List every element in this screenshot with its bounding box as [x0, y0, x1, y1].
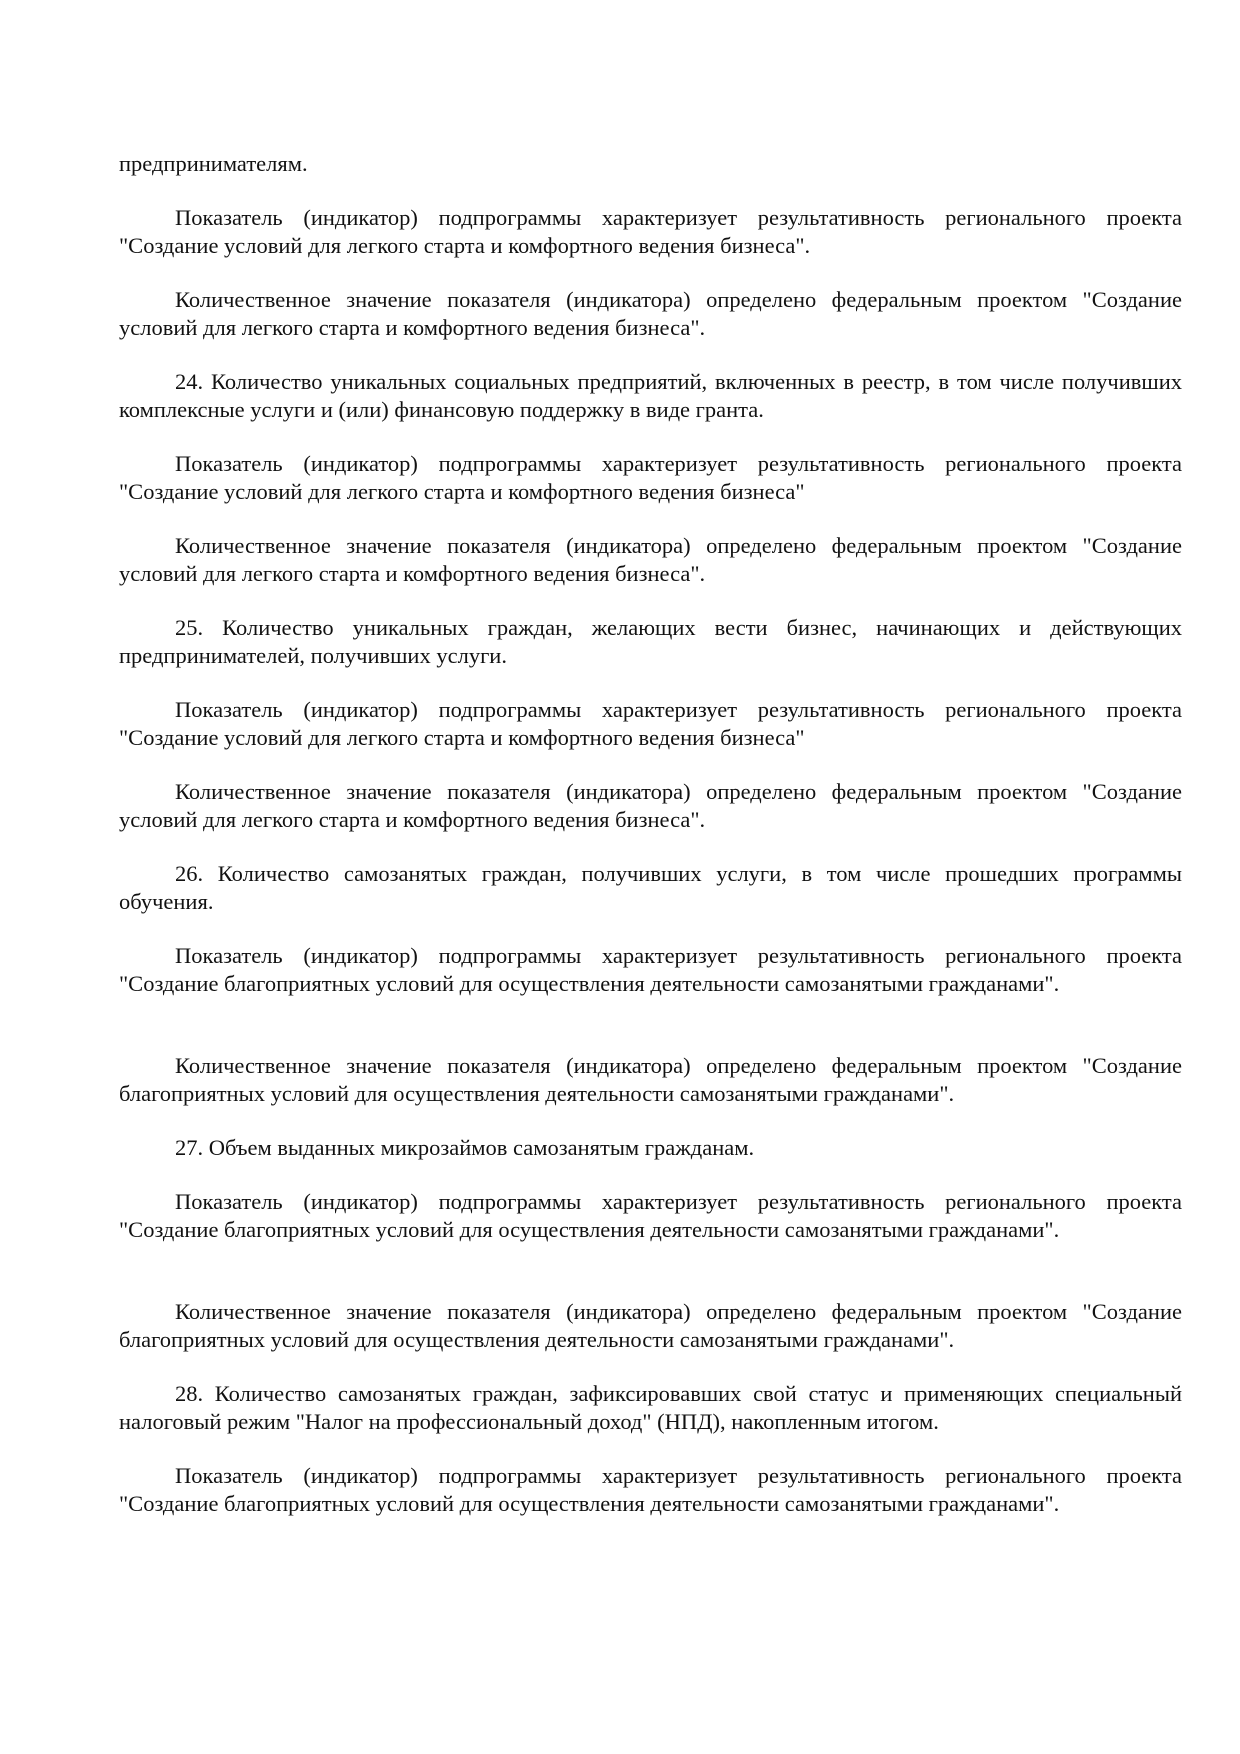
paragraph-continuation: предпринимателям.	[119, 151, 308, 176]
paragraph-indicator-description: Показатель (индикатор) подпрограммы характеризует результативность регионального проекта "Создание условий для легкого старта и комфортного ведения бизнеса"	[119, 697, 1182, 750]
paragraph-quantity-definition: Количественное значение показателя (индикатора) определено федеральным проектом "Создание условий для легкого старта и комфортного ведения бизнеса".	[119, 779, 1182, 832]
paragraph-item-26: 26. Количество самозанятых граждан, получивших услуги, в том числе прошедших программы обучения.	[119, 861, 1182, 914]
paragraph-indicator-description: Показатель (индикатор) подпрограммы характеризует результативность регионального проекта "Создание условий для легкого старта и комфортного ведения бизнеса"	[119, 451, 1182, 504]
paragraph-indicator-description: Показатель (индикатор) подпрограммы характеризует результативность регионального проекта "Создание условий для легкого старта и комфортного ведения бизнеса".	[119, 205, 1182, 258]
paragraph-item-25: 25. Количество уникальных граждан, желающих вести бизнес, начинающих и действующих предпринимателей, получивших услуги.	[119, 615, 1182, 668]
paragraph-item-24: 24. Количество уникальных социальных предприятий, включенных в реестр, в том числе получивших комплексные услуги и (или) финансовую поддержку в виде гранта.	[119, 369, 1182, 422]
paragraph-item-28: 28. Количество самозанятых граждан, зафиксировавших свой статус и применяющих специальный налоговый режим "Налог на профессиональный доход" (НПД), накопленным итогом.	[119, 1381, 1182, 1434]
document-page	[119, 0, 1182, 1754]
paragraph-indicator-description: Показатель (индикатор) подпрограммы характеризует результативность регионального проекта "Создание благоприятных условий для осуществления деятельности самозанятыми гражданами".	[119, 943, 1182, 996]
paragraph-quantity-definition: Количественное значение показателя (индикатора) определено федеральным проектом "Создание условий для легкого старта и комфортного ведения бизнеса".	[119, 533, 1182, 586]
paragraph-quantity-definition: Количественное значение показателя (индикатора) определено федеральным проектом "Создание условий для легкого старта и комфортного ведения бизнеса".	[119, 287, 1182, 340]
paragraph-item-27: 27. Объем выданных микрозаймов самозанятым гражданам.	[175, 1135, 755, 1160]
paragraph-indicator-description: Показатель (индикатор) подпрограммы характеризует результативность регионального проекта "Создание благоприятных условий для осуществления деятельности самозанятыми гражданами".	[119, 1189, 1182, 1242]
paragraph-quantity-definition: Количественное значение показателя (индикатора) определено федеральным проектом "Создание благоприятных условий для осуществления деятельности самозанятыми гражданами".	[119, 1299, 1182, 1352]
paragraph-quantity-definition: Количественное значение показателя (индикатора) определено федеральным проектом "Создание благоприятных условий для осуществления деятельности самозанятыми гражданами".	[119, 1053, 1182, 1106]
paragraph-indicator-description: Показатель (индикатор) подпрограммы характеризует результативность регионального проекта "Создание благоприятных условий для осуществления деятельности самозанятыми гражданами".	[119, 1463, 1182, 1516]
